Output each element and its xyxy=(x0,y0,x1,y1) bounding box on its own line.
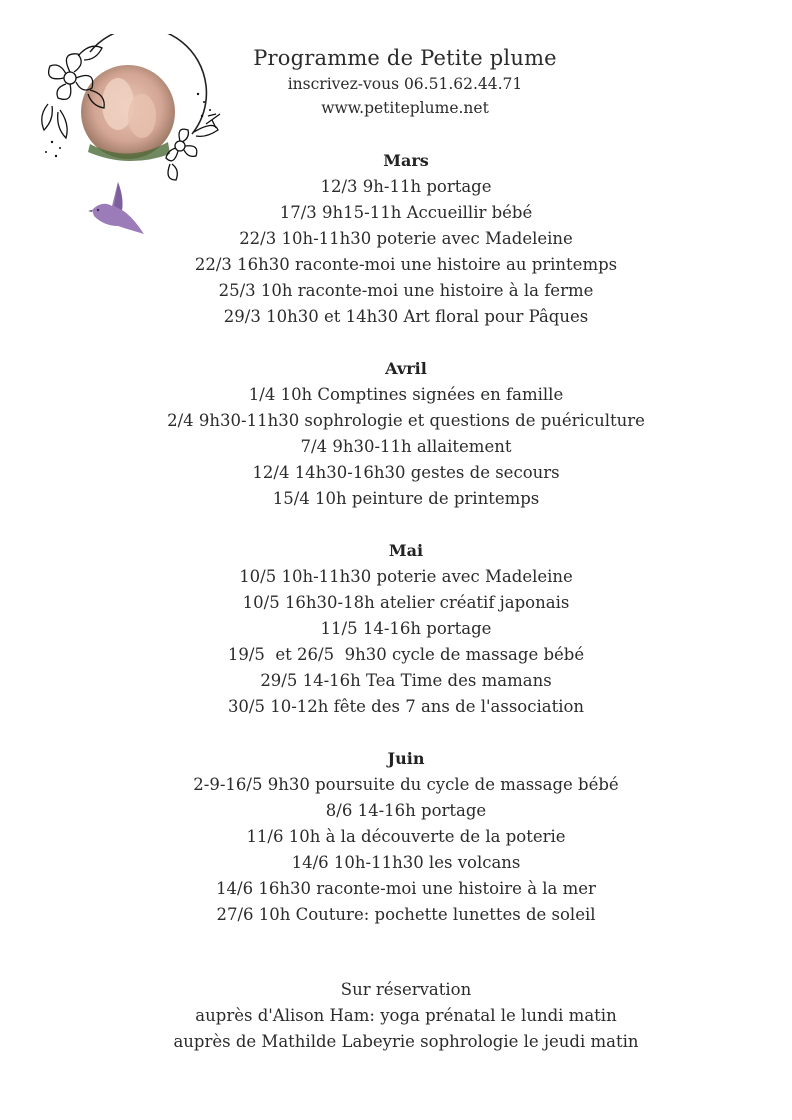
event-item: 14/6 16h30 raconte-moi une histoire à la mer xyxy=(216,879,596,898)
month-section-juin xyxy=(96,746,716,928)
event-item: 22/3 10h-11h30 poterie avec Madeleine xyxy=(239,229,573,248)
event-item: 27/6 10h Couture: pochette lunettes de soleil xyxy=(216,905,596,924)
spacer xyxy=(96,330,716,356)
event-item: 14/6 10h-11h30 les volcans xyxy=(291,853,521,872)
program-list xyxy=(96,148,716,928)
event-item: 8/6 14-16h portage xyxy=(325,801,487,820)
spacer xyxy=(96,512,716,538)
month-section-avril xyxy=(96,356,716,512)
event-item: 12/3 9h-11h portage xyxy=(320,177,492,196)
month-heading: Avril xyxy=(385,359,427,378)
event-item: 25/3 10h raconte-moi une histoire à la ferme xyxy=(218,281,594,300)
spacer xyxy=(96,720,716,746)
event-item: 10/5 16h30-18h atelier créatif japonais xyxy=(242,593,570,612)
event-item: 2/4 9h30-11h30 sophrologie et questions de puériculture xyxy=(167,411,645,430)
event-item: 7/4 9h30-11h allaitement xyxy=(300,437,512,456)
month-heading: Mai xyxy=(388,541,424,560)
reservation-line: auprès de Mathilde Labeyrie sophrologie le jeudi matin xyxy=(173,1032,639,1051)
month-heading: Mars xyxy=(383,151,429,170)
event-item: 17/3 9h15-11h Accueillir bébé xyxy=(279,203,533,222)
event-item: 19/5 et 26/5 9h30 cycle de massage bébé xyxy=(227,645,585,664)
website-link[interactable]: www.petiteplume.net xyxy=(321,99,489,117)
reservation-note xyxy=(96,977,716,1055)
event-item: 2-9-16/5 9h30 poursuite du cycle de massage bébé xyxy=(193,775,619,794)
event-item: 29/5 14-16h Tea Time des mamans xyxy=(260,671,552,690)
event-item: 1/4 10h Comptines signées en famille xyxy=(248,385,564,404)
event-item: 12/4 14h30-16h30 gestes de secours xyxy=(252,463,560,482)
page-header xyxy=(230,44,580,120)
reservation-heading: Sur réservation xyxy=(340,980,472,999)
event-item: 10/5 10h-11h30 poterie avec Madeleine xyxy=(239,567,573,586)
month-section-mars xyxy=(96,148,716,330)
event-item: 11/5 14-16h portage xyxy=(320,619,492,638)
event-item: 15/4 10h peinture de printemps xyxy=(272,489,540,508)
month-section-mai xyxy=(96,538,716,720)
event-item: 22/3 16h30 raconte-moi une histoire au printemps xyxy=(194,255,618,274)
event-item: 11/6 10h à la découverte de la poterie xyxy=(246,827,566,846)
event-item: 29/3 10h30 et 14h30 Art floral pour Pâques xyxy=(223,307,589,326)
registration-phone: inscrivez-vous 06.51.62.44.71 xyxy=(287,75,523,93)
event-item: 30/5 10-12h fête des 7 ans de l'association xyxy=(227,697,585,716)
reservation-line: auprès d'Alison Ham: yoga prénatal le lundi matin xyxy=(195,1006,617,1025)
page-title: Programme de Petite plume xyxy=(253,46,557,70)
month-heading: Juin xyxy=(387,749,425,768)
